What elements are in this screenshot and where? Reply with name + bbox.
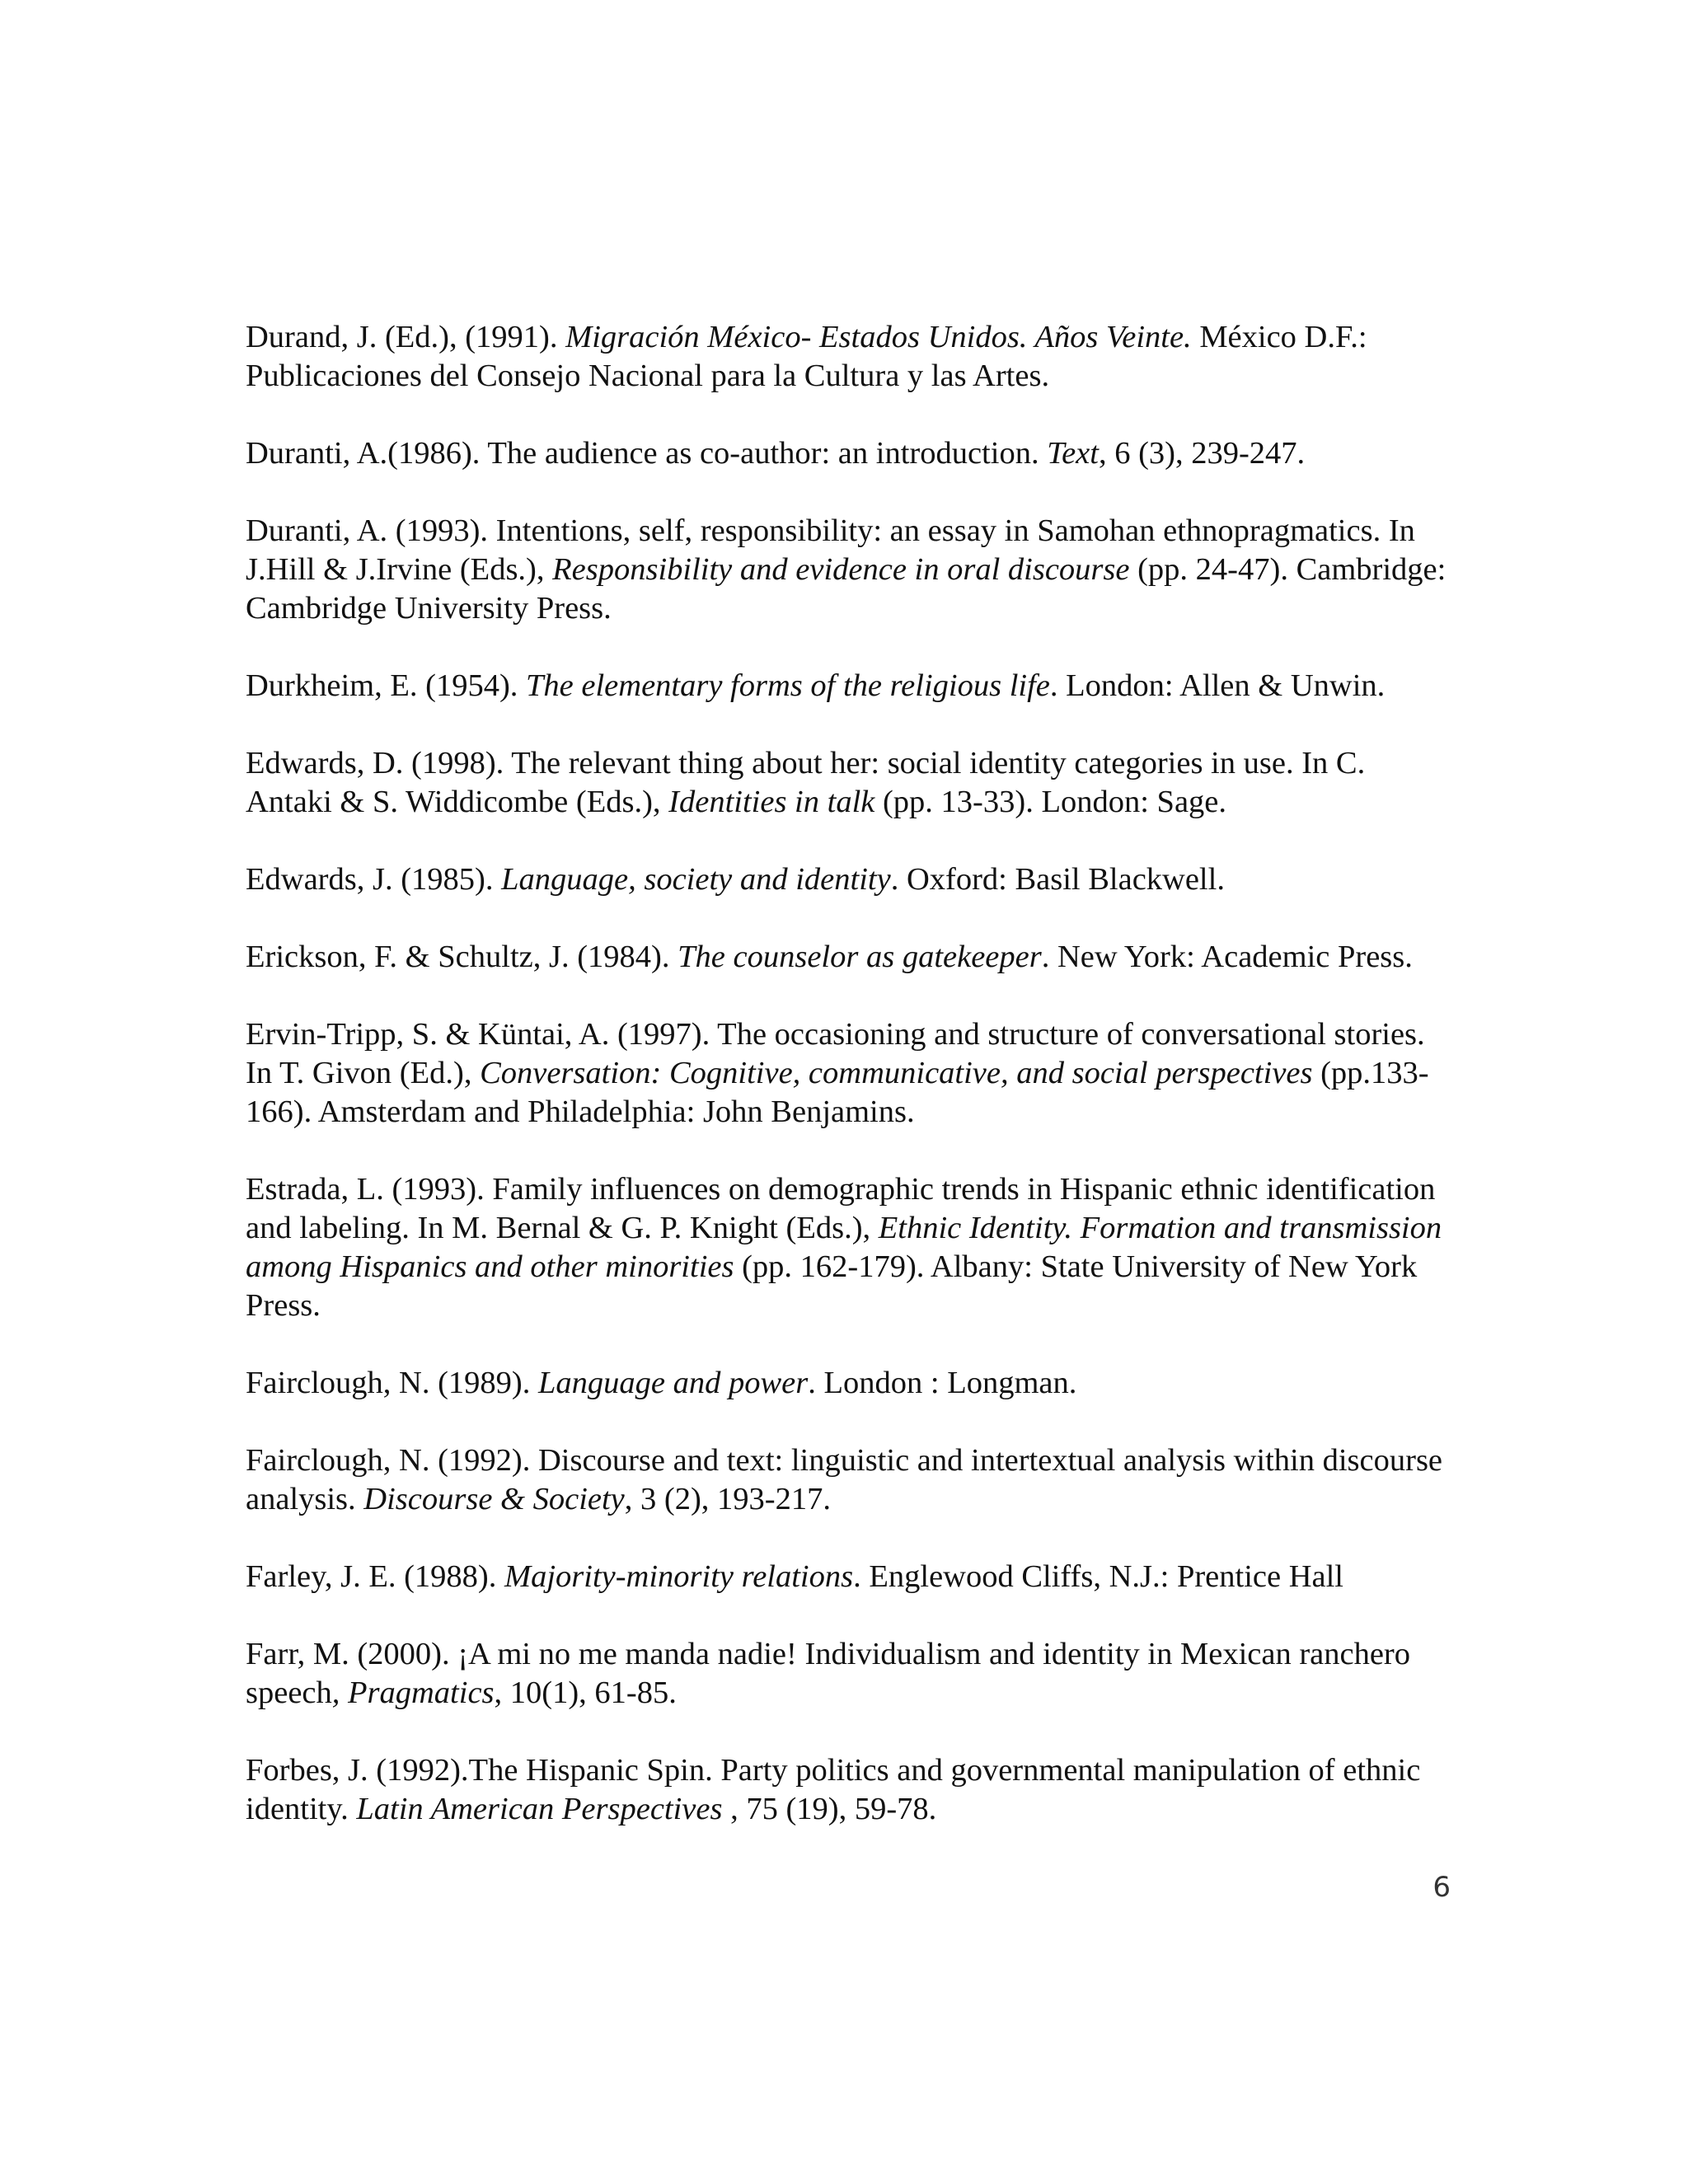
- reference-text: . Englewood Cliffs, N.J.: Prentice Hall: [853, 1559, 1343, 1594]
- reference-entry: [246, 1441, 1449, 1519]
- reference-text: . London: Allen & Unwin.: [1049, 668, 1386, 703]
- reference-entry: [246, 667, 1449, 705]
- reference-text: Durand, J. (Ed.), (1991).: [246, 320, 566, 354]
- reference-text: (pp. 162-179). Albany: State University of New York Press.: [246, 1249, 1418, 1323]
- reference-title: The counselor as gatekeeper: [678, 940, 1042, 974]
- reference-entry: [246, 1635, 1449, 1713]
- reference-list: [246, 318, 1449, 1868]
- reference-title: Migración México- Estados Unidos. Años Veinte.: [565, 320, 1192, 354]
- reference-title: The elementary forms of the religious life: [526, 668, 1050, 703]
- reference-text: . New York: Academic Press.: [1041, 940, 1413, 974]
- reference-text: Durkheim, E. (1954).: [246, 668, 527, 703]
- reference-entry: [246, 1558, 1449, 1596]
- reference-text: (pp.133-166). Amsterdam and Philadelphia: John Benjamins.: [246, 1056, 1429, 1129]
- reference-text: , 3 (2), 193-217.: [624, 1482, 831, 1516]
- page-number: 6: [1432, 1871, 1451, 1904]
- reference-title: Conversation: Cognitive, communicative, and social perspectives: [480, 1056, 1313, 1090]
- reference-text: , 6 (3), 239-247.: [1098, 436, 1306, 471]
- reference-text: Duranti, A.(1986). The audience as co-author: an introduction.: [246, 436, 1048, 471]
- reference-text: , 10(1), 61-85.: [494, 1675, 677, 1710]
- reference-text: Fairclough, N. (1992). Discourse and text: linguistic and intertextual analysis within discourse analysis.: [246, 1443, 1443, 1516]
- reference-title: Language and power: [538, 1366, 809, 1400]
- reference-text: . London : Longman.: [808, 1366, 1077, 1400]
- reference-text: Duranti, A. (1993). Intentions, self, responsibility: an essay in Samohan ethnopragmatics. In J.Hill & J.Irvine (Eds.),: [246, 513, 1415, 587]
- reference-entry: [246, 938, 1449, 977]
- reference-entry: [246, 860, 1449, 899]
- reference-title: Ethnic Identity. Formation and transmission among Hispanics and other minorities: [246, 1211, 1442, 1284]
- reference-text: Farley, J. E. (1988).: [246, 1559, 504, 1594]
- reference-entry: [246, 1015, 1449, 1132]
- reference-text: Fairclough, N. (1989).: [246, 1366, 538, 1400]
- reference-text: (pp. 13-33). London: Sage.: [874, 785, 1226, 819]
- reference-text: (pp. 24-47). Cambridge: Cambridge University Press.: [246, 552, 1447, 626]
- reference-title: Identities in talk: [668, 785, 875, 819]
- reference-text: Farr, M. (2000). ¡A mi no me manda nadie! Individualism and identity in Mexican ranchero speech: [246, 1637, 1410, 1710]
- reference-text: Ervin-Tripp, S. & Küntai, A. (1997). The occasioning and structure of conversational stories. In T. Givon (Ed.),: [246, 1017, 1425, 1090]
- reference-text: , 75 (19), 59-78.: [722, 1792, 937, 1826]
- reference-text: . Oxford: Basil Blackwell.: [890, 862, 1225, 897]
- reference-text: Edwards, J. (1985).: [246, 862, 502, 897]
- reference-title: Discourse & Society: [363, 1482, 625, 1516]
- reference-entry: [246, 744, 1449, 822]
- reference-text: Forbes, J. (1992).The Hispanic Spin. Party politics and governmental manipulation of ethnic identity.: [246, 1753, 1421, 1826]
- reference-entry: [246, 1364, 1449, 1403]
- reference-entry: [246, 318, 1449, 396]
- reference-entry: [246, 1751, 1449, 1829]
- reference-text: Erickson, F. & Schultz, J. (1984).: [246, 940, 678, 974]
- reference-text: Estrada, L. (1993). Family influences on demographic trends in Hispanic ethnic identification and labeling. In M. Bernal & G. P. Knight (Eds.),: [246, 1172, 1436, 1245]
- reference-entry: [246, 512, 1449, 628]
- reference-title: Text: [1047, 436, 1099, 471]
- reference-text: México D.F.: Publicaciones del Consejo Nacional para la Cultura y las Artes.: [246, 320, 1367, 393]
- reference-title: , Pragmatics: [331, 1675, 495, 1710]
- reference-entry: [246, 1170, 1449, 1325]
- reference-title: Language, society and identity: [501, 862, 891, 897]
- reference-title: Responsibility and evidence in oral discourse: [552, 552, 1130, 587]
- reference-title: Majority-minority relations: [504, 1559, 854, 1594]
- reference-entry: [246, 434, 1449, 473]
- reference-title: Latin American Perspectives: [356, 1792, 723, 1826]
- reference-text: Edwards, D. (1998). The relevant thing about her: social identity categories in use. In C. Antaki & S. Widdicombe (Eds.),: [246, 746, 1366, 819]
